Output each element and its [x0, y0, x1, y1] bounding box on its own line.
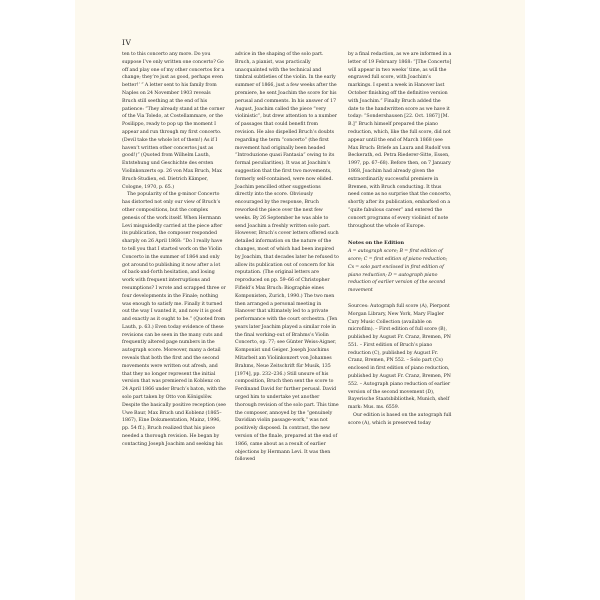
notes-edition: Our edition is based on the autograph full score (A), which is preserved today — [348, 413, 452, 426]
paragraph: ten to this concerto any more. Do you suppose I’ve only written one concerto? Go off and play one of my other concertos for a change; they’re just as good, perhaps even better!’ ” A letter sent to his family from Naples on 24 November 1903 reveals Bruch still seething at the end of his patience: “They already stand at the corner of the Via Toledo, at Costellammare, or the Posilippo, ready to pop up the moment I appear and run through my first concerto. (Devil take the whole lot of them!) As if I haven’t written other concertos just as good!)” (Quoted from Wilhelm Lauth, Entstehung und Geschichte des ersten Violinkonzerts op. 26 von Max Bruch, Max Bruch-Studien, ed. Dietrich Kämper, Cologne, 1970, p. 65.) — [122, 52, 225, 190]
text-column-2 — [235, 51, 339, 464]
paragraph: The popularity of the g-minor Concerto has distorted not only our view of Bruch’s other compositions, but the complex genesis of the work itself. When Hermann Levi misguidedly carried at the piece after its publication, the composer responded sharply on 26 April 1868: “Do I really have to tell you that I started work on the Violin Concerto in the summer of 1864 and only got around to publishing it now after a lot of back-and-forth hesitation, and losing work with frequent interruptions and resumptions? I wrote and scrapped three or four developments in the Finale; nothing was enough to satisfy me. Finally it turned out the way I wanted it, and now it is good and exactly as it ought to be.” (Quoted from Lauth, p. 63.) Even today evidence of these revisions can be seen in the many cuts and frequently altered page numbers in the autograph score. Moreover, many a detail reveals that both the first and the second movements were written out afresh, and that they no longer represent the initial version that was premiered in Koblenz on 24 April 1866 under Bruch’s baton, with the solo part taken by Otto von Königslöw. Despite the basically positive reception (see Uwe Baur, Max Bruch und Koblenz (1865–1867), Eine Dokumentation, Mainz, 1996, pp. 54 ff.), Bruch realized that his piece needed a thorough revision. He began by contacting Joseph Joachim and seeking his — [122, 192, 226, 447]
text-column-1 — [122, 51, 226, 449]
notes-sources: Sources: Autograph full score (A), Pierpont Morgan Library, New York, Mary Flagler Cary Music Collection (available on microfilm). – First edition of full score (B), published by August Fr. Cranz, Bremen, PN 551. – First edition of Bruch’s piano reduction (C), published by August Fr. Cranz, Bremen, PN 552. – Solo part (Cs) enclosed in first edition of piano reduction, published by August Fr. Cranz, Bremen, PN 552. – Autograph piano reduction of earlier version of the second movement (D), Bayerische Staatsbibliothek, Munich, shelf mark: Mus. ms. 6559. — [348, 303, 451, 411]
document-page — [75, 0, 525, 600]
page-number: IV — [122, 38, 132, 47]
text-column-3 — [348, 51, 452, 428]
notes-heading: Notes on the Edition — [348, 240, 405, 247]
paragraph: advice in the shaping of the solo part. Bruch, a pianist, was practically unacquainted with the technical and timbral subtleties of the violin. In the early summer of 1866, just a few weeks after the premiere, he sent Joachim the score for his perusal and comments. In his answer of 17 August, Joachim called the piece “very violinistic”, but drew attention to a number of passages that could benefit from revision. He also dispelled Bruch’s doubts regarding the term “concerto” (the first movement had originally been headed “Introduzione quasi Fantasia” owing to its formal peculiarities). It was at Joachim’s suggestion that the first two movements, formerly self-contained, were now elided. Joachim pencilled other suggestions directly into the score. Obviously encouraged by the response, Bruch reworked the piece over the next few weeks. By 26 September he was able to send Joachim a freshly written solo part. However, Bruch’s cover letters offered such detailed information on the nature of the changes, most of which had been inspired by Joachim, that decades later he refused to allow its publication out of concern for his reputation. (The original letters are reproduced on pp. 59–66 of Christopher Fifield’s Max Bruch: Biographie eines Komponisten, Zurich, 1990.) The two men then arranged a personal meeting in Hanover that ultimately led to a private performance with the court orchestra. (Ten years later Joachim played a similar role in the final working-out of Brahms’s Violin Concerto, op. 77; see Günter Weiss-Aigner, Komponist und Geiger. Joseph Joachims Mitarbeit am Violinkonzert von Johannes Brahms, Neue Zeitschrift für Musik, 135 [1974], pp. 232–236.) Still unsure of his composition, Bruch then sent the score to Ferdinand David for further perusal. David urged him to undertake yet another thorough revision of the solo part. This time the composer, annoyed by the “genuinely Davidian violin passage-work,” was not positively disposed. In contrast, the new version of the finale, prepared at the end of 1866, came about as a result of earlier objections by Hermann Levi. It was then followed — [235, 52, 339, 463]
paragraph: by a final redaction, as we are informed in a letter of 19 February 1868: “[The Concerto] will appear in two weeks’ time, as will the engraved full score, with Joachim’s markings. I spent a week in Hanover last October finishing off the definitive version with Joachim.” Finally Bruch added the date to the handwritten score as we have it today: “Sondershausen [22. Oct. 1867] [M. B.]” Bruch himself prepared the piano reduction, which, like the full score, did not appear until the end of March 1868 (see Max Bruch: Briefe an Laura and Rudolf von Beckerath, ed. Petra Riederer-Sitte, Essen, 1997, pp. 67–68). Before then, on 7 January 1868, Joachim had already given the extraordinarily successful premiere in Bremen, with Bruch conducting. It thus need come as no surprise that the concerto, shortly after its publication, embarked on a “quite fabulous career” and entered the concert programs of every violinist of note throughout the whole of Europe. — [348, 52, 452, 229]
notes-abbreviations: A = autograph score; B = first edition of score; C = first edition of piano reduction; Cs = solo part enclosed in first edition of piano reduction; D = autograph piano reduction of earlier version of the second movement — [348, 249, 448, 294]
